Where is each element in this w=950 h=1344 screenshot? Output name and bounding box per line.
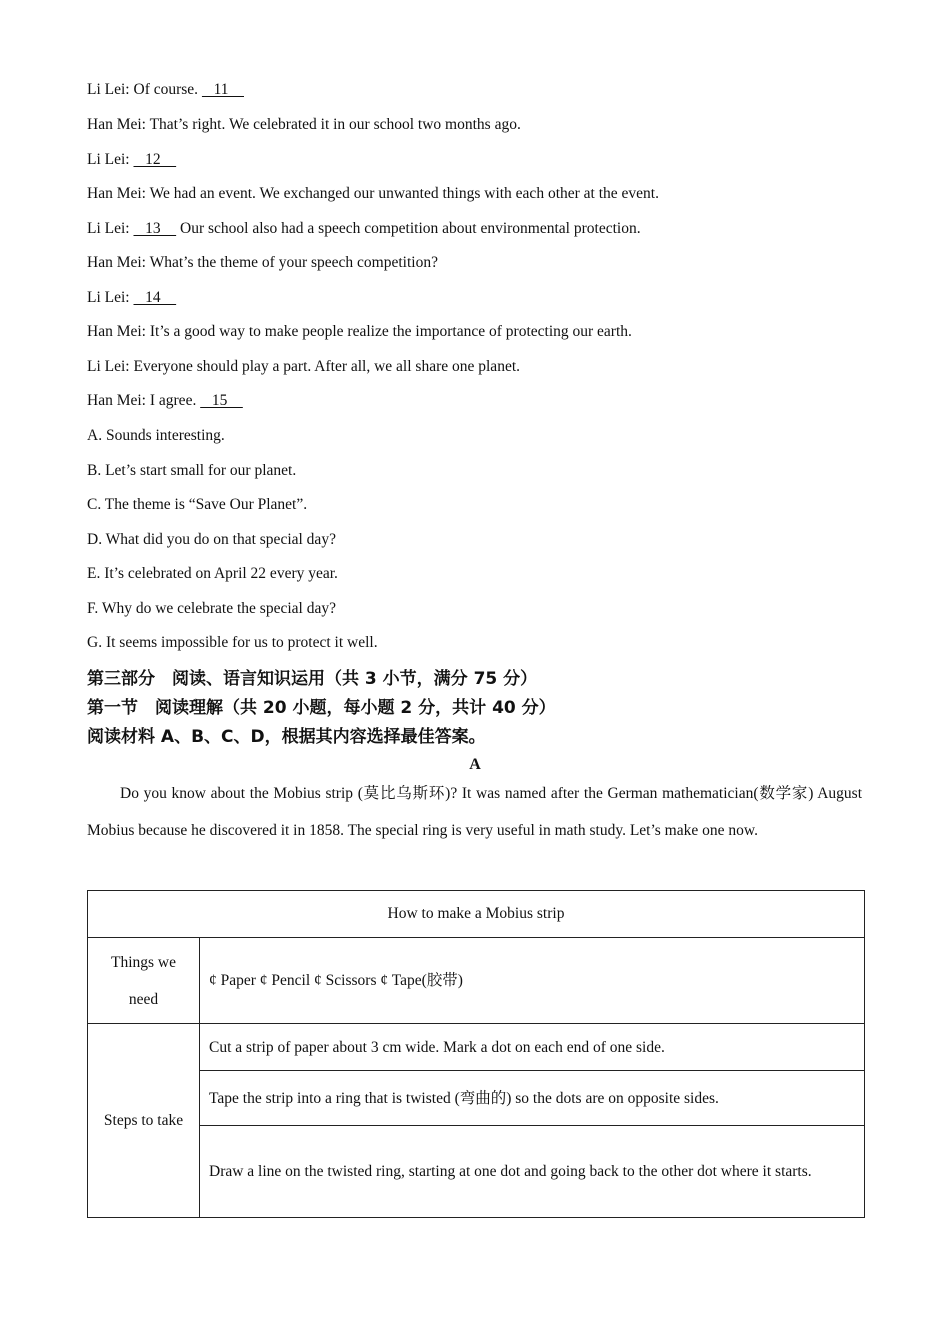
- dialogue-line: Li Lei: Of course. 11: [87, 81, 244, 98]
- option-a: A. Sounds interesting.: [87, 427, 225, 444]
- passage-intro: [87, 775, 862, 849]
- option-g: G. It seems impossible for us to protect it well.: [87, 634, 378, 651]
- dialogue-line: Li Lei: Everyone should play a part. After all, we all share one planet.: [87, 358, 521, 375]
- section-heading-reading: 第一节 阅读理解（共 20 小题，每小题 2 分，共计 40 分）: [87, 698, 556, 718]
- passage-label: A: [469, 756, 481, 773]
- dialogue-line: Han Mei: What’s the theme of your speech competition?: [87, 254, 438, 271]
- dialogue-line: Han Mei: That’s right. We celebrated it in our school two months ago.: [87, 116, 521, 133]
- dialogue-line: Li Lei: 12: [87, 151, 177, 168]
- section-heading-part3: 第三部分 阅读、语言知识运用（共 3 小节，满分 75 分）: [87, 669, 538, 689]
- step-row: Cut a strip of paper about 3 cm wide. Mark a dot on each end of one side.: [200, 1024, 865, 1071]
- dialogue-line: Li Lei: 14: [87, 289, 177, 306]
- answer-blank-13: 13: [133, 220, 177, 237]
- mobius-table: [87, 890, 865, 1218]
- answer-blank-11: 11: [201, 81, 244, 98]
- table-title: How to make a Mobius strip: [88, 891, 865, 938]
- step-row: Tape the strip into a ring that is twisted (弯曲的) so the dots are on opposite sides.: [200, 1071, 865, 1126]
- things-label: Things we need: [88, 938, 200, 1024]
- steps-label: Steps to take: [88, 1024, 200, 1218]
- dialogue-line: Han Mei: It’s a good way to make people realize the importance of protecting our earth.: [87, 323, 632, 340]
- option-c: C. The theme is “Save Our Planet”.: [87, 496, 308, 513]
- dialogue-line: Han Mei: I agree. 15: [87, 392, 243, 409]
- intro-paragraph: Do you know about the Mobius strip (莫比乌斯环)? It was named after the German mathematician(数学家) August Mobius because he discovered it in 1858. The special ring is very useful in math study. Let’s make one now.: [87, 785, 862, 839]
- option-e: E. It’s celebrated on April 22 every year.: [87, 565, 338, 582]
- option-f: F. Why do we celebrate the special day?: [87, 600, 336, 617]
- answer-blank-14: 14: [133, 289, 177, 306]
- dialogue-line: Li Lei: 13 Our school also had a speech competition about environmental protection.: [87, 220, 641, 237]
- answer-blank-12: 12: [133, 151, 177, 168]
- step-row: Draw a line on the twisted ring, starting at one dot and going back to the other dot where it starts.: [200, 1126, 865, 1218]
- things-value: ¢ Paper ¢ Pencil ¢ Scissors ¢ Tape(胶带): [200, 938, 865, 1024]
- option-d: D. What did you do on that special day?: [87, 531, 336, 548]
- answer-blank-15: 15: [200, 392, 243, 409]
- section-instruction: 阅读材料 A、B、C、D，根据其内容选择最佳答案。: [87, 727, 486, 747]
- dialogue-line: Han Mei: We had an event. We exchanged our unwanted things with each other at the event.: [87, 185, 659, 202]
- option-b: B. Let’s start small for our planet.: [87, 462, 297, 479]
